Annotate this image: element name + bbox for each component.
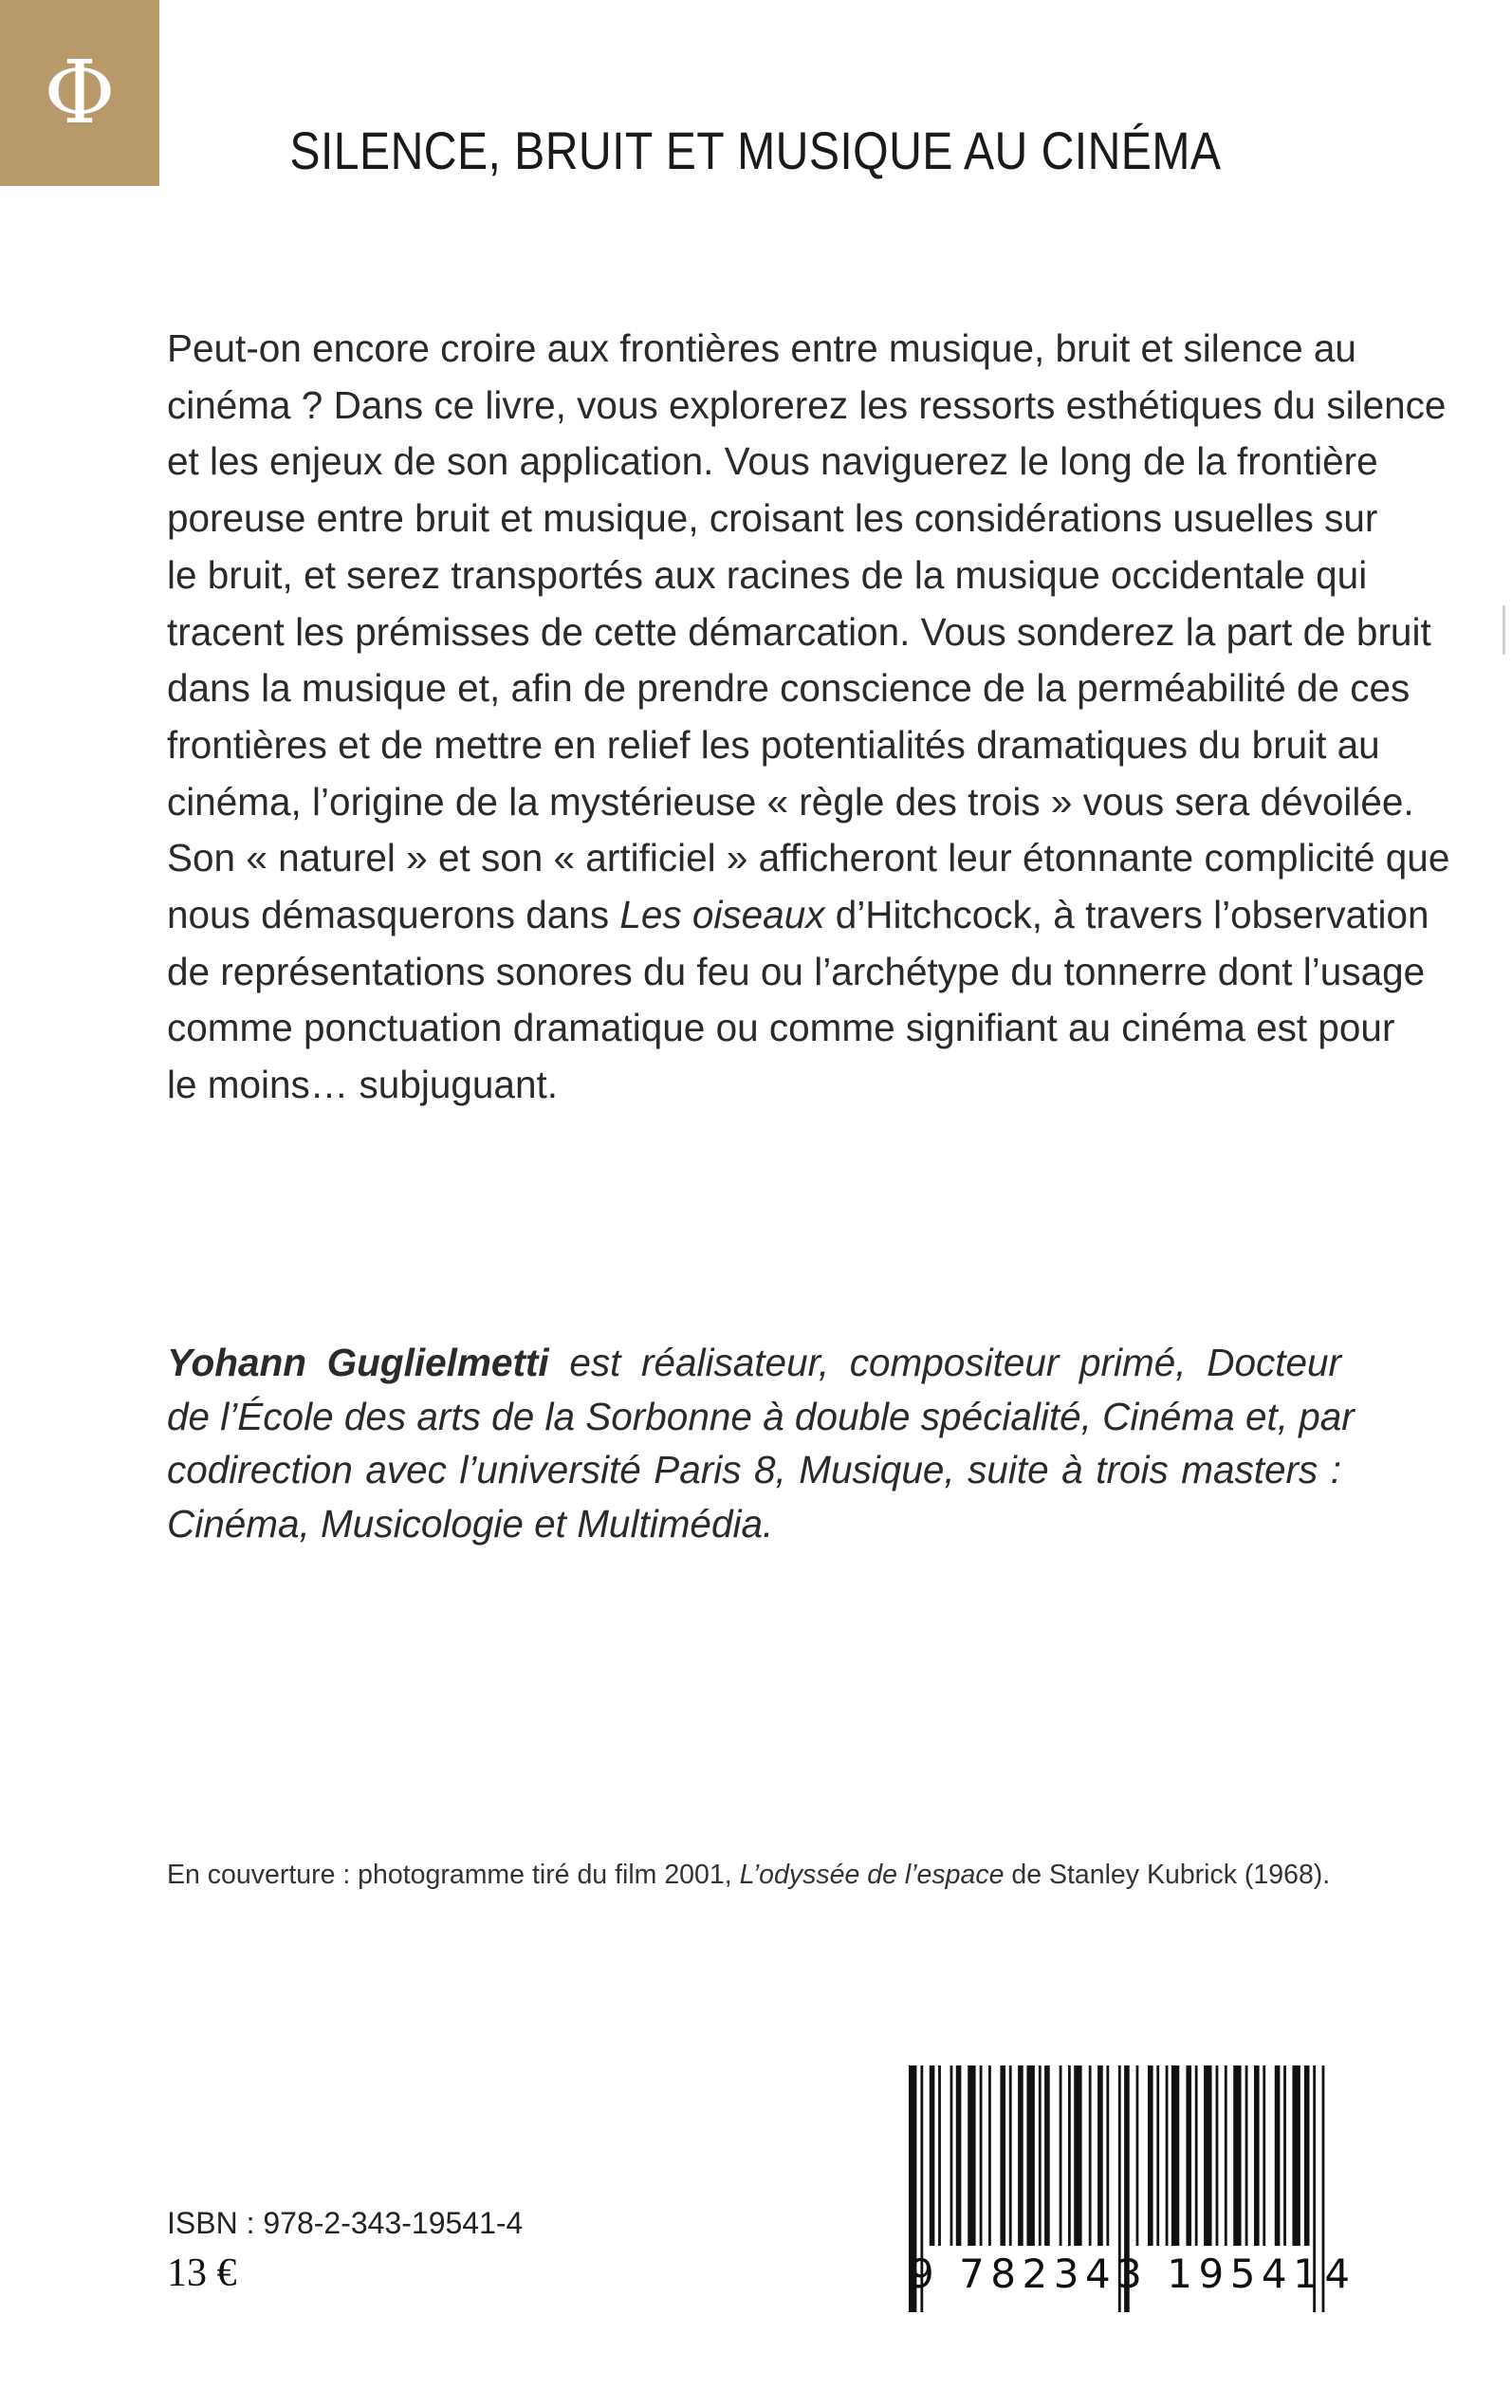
bio-text: est réalisateur, compositeur primé, Docteur [548, 1341, 1342, 1384]
author-name: Yohann Guglielmetti [167, 1341, 549, 1384]
blurb-line: comme ponctuation dramatique ou comme signifiant au cinéma est pour [167, 1006, 1395, 1050]
book-title: SILENCE, BRUIT ET MUSIQUE AU CINÉMA [289, 120, 1222, 180]
barcode-bar [1204, 2065, 1211, 2246]
blurb-line: Peut-on encore croire aux frontières entre musique, bruit et silence au [167, 326, 1356, 370]
blurb-line [167, 887, 1429, 944]
barcode-bar [1106, 2065, 1109, 2246]
barcode-bar [980, 2065, 983, 2246]
barcode-bar [1225, 2065, 1227, 2246]
cover-credit [167, 1860, 1362, 1891]
film-title-italic: Les oiseaux [619, 893, 825, 937]
barcode-bar [988, 2065, 991, 2246]
barcode-bar [1254, 2065, 1260, 2246]
blurb-line: dans la musique et, afin de prendre conscience de la perméabilité de ces [167, 666, 1411, 711]
barcode-bar [1039, 2065, 1042, 2246]
barcode-bar [1216, 2065, 1219, 2246]
blurb-line: le bruit, et serez transportés aux racines de la musique occidentale qui [167, 552, 1368, 597]
barcode-bar [1166, 2065, 1169, 2246]
barcode-bar [1044, 2065, 1050, 2246]
blurb-line: frontières et de mettre en relief les potentialités dramatiques du bruit au [167, 722, 1380, 767]
credit-film-title: L’odyssée de l’espace [739, 1860, 1005, 1890]
isbn: ISBN : 978-2-343-19541-4 [167, 2206, 524, 2240]
barcode-bar [968, 2065, 975, 2246]
blurb-line: cinéma ? Dans ce livre, vous explorerez les ressorts esthétiques du silence [167, 382, 1447, 427]
price: 13 € [167, 2251, 237, 2295]
blurb-line: Son « naturel » et son « artificiel » afficheront leur étonnante complicité que [167, 836, 1450, 880]
blurb-line: et les enjeux de son application. Vous naviguerez le long de la frontière [167, 439, 1378, 484]
barcode-bar [930, 2065, 935, 2246]
barcode-bar [1097, 2065, 1103, 2246]
bio-line: Cinéma, Musicologie et Multimédia. [167, 1501, 774, 1546]
barcode-bar [1018, 2065, 1023, 2246]
barcode-bar [1148, 2065, 1153, 2246]
barcode-bar [1136, 2065, 1139, 2246]
barcode-bar [1074, 2065, 1081, 2246]
barcode-bar [1171, 2065, 1179, 2246]
bio-line: de l’École des arts de la Sorbonne à double spécialité, Cinéma et, par [167, 1394, 1355, 1438]
barcode-bar [1283, 2065, 1286, 2246]
bio-line [167, 1336, 1341, 1390]
credit-text: En couverture : photogramme tiré du film 2001, [167, 1860, 740, 1890]
barcode-bar [1009, 2065, 1012, 2246]
credit-text: de Stanley Kubrick (1968). [1004, 1860, 1331, 1890]
barcode-bar [1304, 2065, 1310, 2246]
barcode-bar [1233, 2065, 1241, 2246]
barcode-bar [1292, 2065, 1300, 2246]
barcode-bar [956, 2065, 962, 2246]
barcode-bar [1089, 2065, 1092, 2246]
blurb-line: de représentations sonores du feu ou l’archétype du tonnerre dont l’usage [167, 949, 1426, 993]
barcode-bar [1263, 2065, 1265, 2246]
phi-logo-icon: Φ [44, 42, 116, 143]
barcode-bar [1275, 2065, 1281, 2246]
blurb-line: cinéma, l’origine de la mystérieuse « règle des trois » vous sera dévoilée. [167, 779, 1414, 824]
bio-line: codirection avec l’université Paris 8, Musique, suite à trois masters : [167, 1448, 1341, 1491]
back-cover-blurb [167, 321, 1450, 1114]
barcode-bar [1186, 2065, 1191, 2246]
author-bio [167, 1336, 1355, 1550]
barcode-bar [1195, 2065, 1198, 2246]
edge-mark [1503, 605, 1505, 655]
barcode-bar [1245, 2065, 1248, 2246]
blurb-text: d’Hitchcock, à travers l’observation [824, 893, 1429, 937]
barcode-bar [1026, 2065, 1034, 2246]
barcode-bar [1156, 2065, 1159, 2246]
barcode-bar [1000, 2065, 1005, 2246]
barcode-digits: 9 782343 195414 [909, 2251, 1356, 2297]
barcode-bar [950, 2065, 953, 2246]
blurb-line: tracent les prémisses de cette démarcation. Vous sonderez la part de bruit [167, 609, 1431, 654]
blurb-text: nous démasquerons dans [167, 893, 620, 937]
blurb-line: le moins… subjuguant. [167, 1063, 558, 1107]
blurb-line: poreuse entre bruit et musique, croisant les considérations usuelles sur [167, 496, 1378, 541]
barcode-bar [1060, 2065, 1062, 2246]
barcode-bar [938, 2065, 941, 2246]
barcode-bar [1068, 2065, 1071, 2246]
